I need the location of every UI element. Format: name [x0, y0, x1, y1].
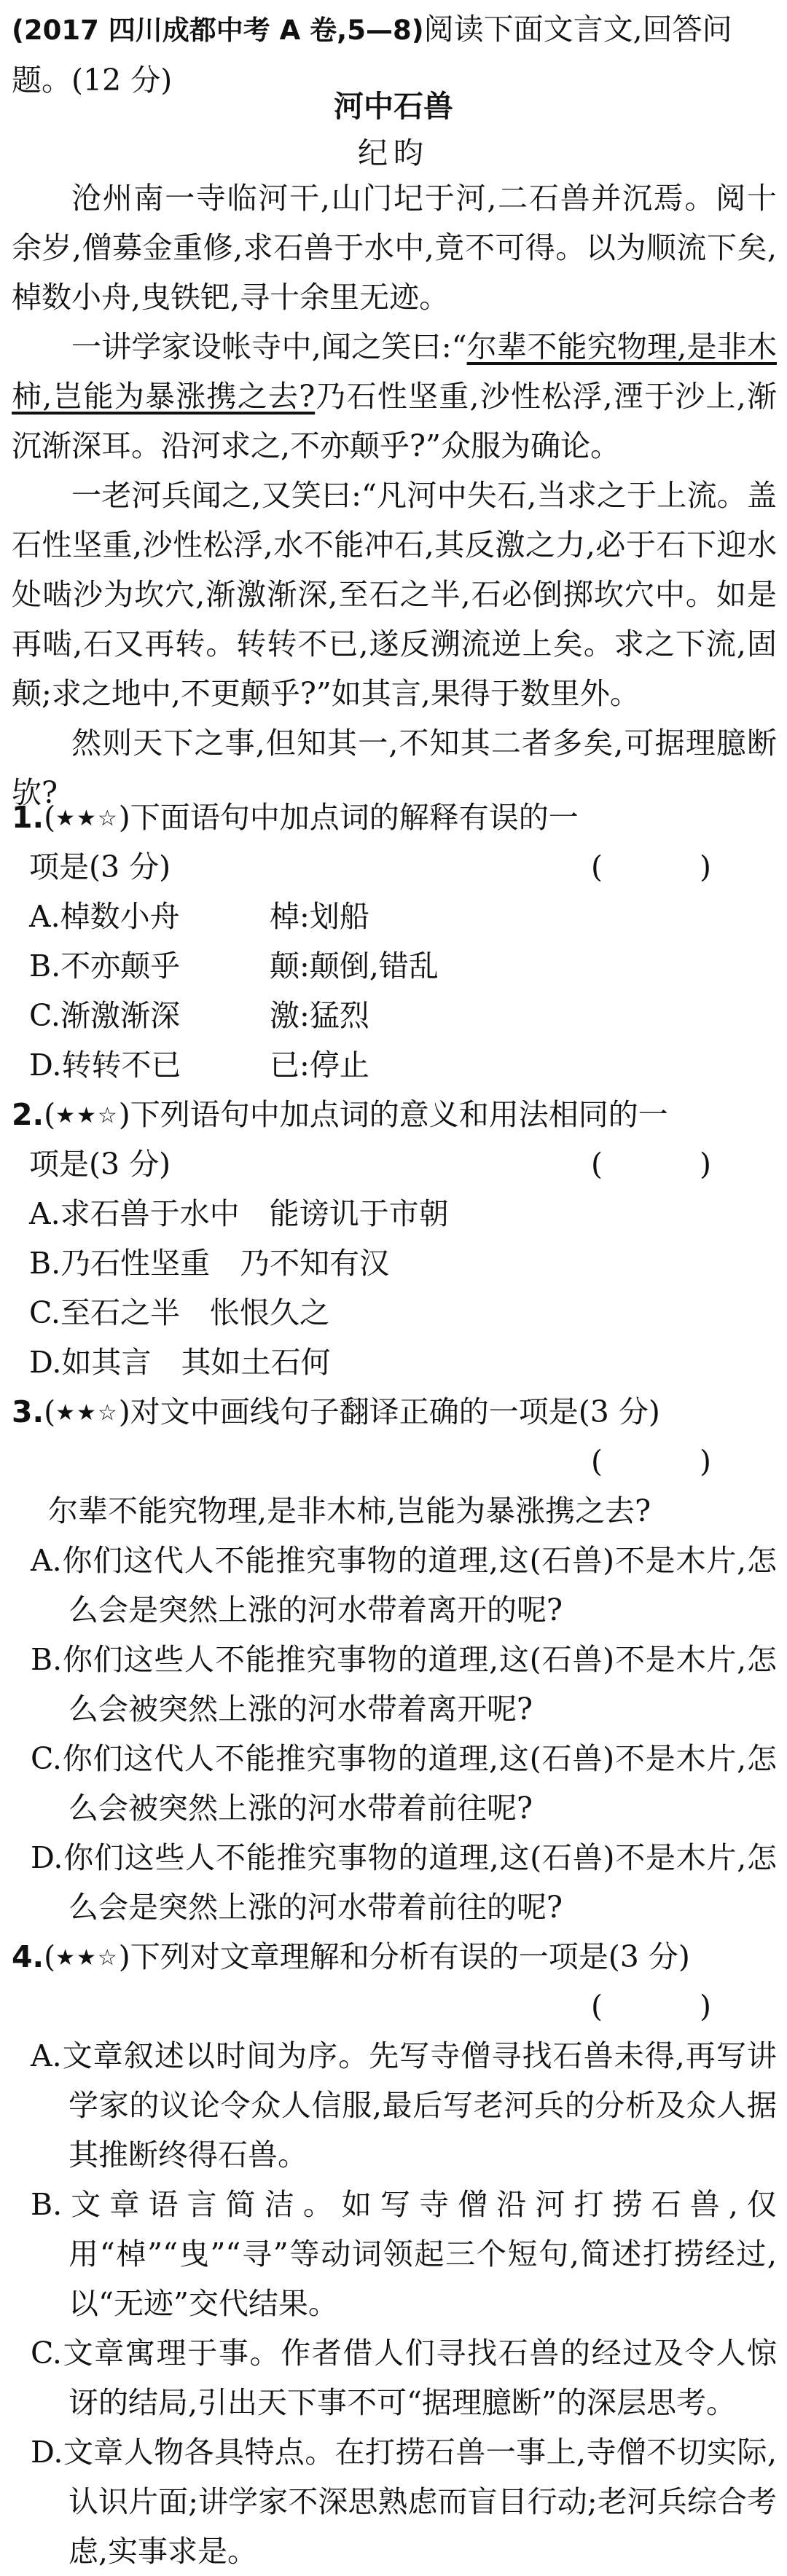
underlined-sentence: 尔辈不能究物理,是非木柿,岂能为暴涨携之去? [12, 329, 777, 414]
q4-option-c[interactable]: C.文章寓理于事。作者借人们寻找石兽的经过及令人惊讶的结局,引出天下事不可“据理臆断”的深层思考。 [31, 2336, 777, 2420]
q3-stem-text: 对文中画线句子翻译正确的一项是(3 分) [130, 1394, 660, 1429]
option-phrase: D.转转不已 [29, 1048, 181, 1083]
p2-pre: 一讲学家设帐寺中,闻之笑曰:“ [71, 329, 467, 364]
q4-stem: 4.(★★☆)下列对文章理解和分析有误的一项是(3 分) [12, 1939, 690, 1974]
q1-number: 1. [12, 800, 44, 835]
q4-number: 4. [12, 1939, 44, 1974]
q4-stem-text: 下列对文章理解和分析有误的一项是(3 分) [130, 1939, 690, 1974]
q2-option-a[interactable]: A.求石兽于水中 能谤讥于市朝 [29, 1196, 449, 1231]
intro-instruction: 阅读下面文言文,回答问题。(12 分) [12, 12, 732, 98]
answer-blank[interactable]: ( ) [590, 849, 755, 884]
q2-stem-text-2: 项是(3 分) [29, 1147, 171, 1182]
q4-answer-row [12, 1982, 777, 2031]
q4-option-d[interactable]: D.文章人物各具特点。在打捞石兽一事上,寺僧不切实际,认识片面;讲学家不深思熟虑而盲目行动;老河兵综合考虑,实事求是。 [31, 2435, 777, 2569]
q3-sentence: 尔辈不能究物理,是非木柿,岂能为暴涨携之去? [48, 1493, 651, 1528]
answer-blank[interactable]: ( ) [590, 1147, 755, 1182]
question-4 [12, 1932, 777, 2576]
q2-option-c[interactable]: C.至石之半 怅恨久之 [29, 1295, 329, 1330]
difficulty-stars: ★★☆ [55, 806, 119, 831]
q1-option-c[interactable] [12, 991, 777, 1040]
q2-option-b[interactable]: B.乃石性坚重 乃不知有汉 [29, 1246, 390, 1281]
q3-option-b[interactable]: B.你们这些人不能推究事物的道理,这(石兽)不是木片,怎么会被突然上涨的河水带着离开呢? [31, 1642, 777, 1727]
difficulty-stars: ★★☆ [55, 1103, 119, 1128]
option-phrase: C.渐激渐深 [29, 998, 180, 1033]
p2-post: 乃石性坚重,沙性松浮,湮于沙上,渐沉渐深耳。沿河求之,不亦颠乎?”众服为确论。 [12, 379, 777, 463]
q2-number: 2. [12, 1097, 44, 1132]
option-phrase: A.棹数小舟 [29, 899, 180, 934]
q3-number: 3. [12, 1394, 44, 1429]
q2-stem-text: 下列语句中加点词的意义和用法相同的一 [130, 1097, 668, 1132]
passage-title: 河中石兽 [334, 89, 453, 124]
q1-option-d[interactable] [12, 1040, 777, 1090]
passage-paragraph-2 [12, 322, 777, 471]
q1-stem-2 [12, 842, 777, 892]
q3-option-a[interactable]: A.你们这代人不能推究事物的道理,这(石兽)不是木片,怎么会是突然上涨的河水带着离开的呢? [31, 1543, 777, 1627]
passage-paragraph-3: 一老河兵闻之,又笑曰:“凡河中失石,当求之于上流。盖石性坚重,沙性松浮,水不能冲石,其反激之力,必于石下迎水处啮沙为坎穴,渐激渐深,至石之半,石必倒掷坎穴中。如是再啮,石又再转。转转不已,遂反溯流逆上矣。求之下流,固颠;求之地中,不更颠乎?”如其言,果得于数里外。 [12, 478, 777, 711]
q4-option-a[interactable]: A.文章叙述以时间为序。先写寺僧寻找石兽未得,再写讲学家的议论令众人信服,最后写老河兵的分析及众人据其推断终得石兽。 [31, 2038, 777, 2172]
q4-option-b[interactable]: B.文章语言简洁。如写寺僧沿河打捞石兽,仅用“棹”“曳”“寻”等动词领起三个短句,简述打捞经过,以“无迹”交代结果。 [31, 2187, 777, 2321]
q1-option-b[interactable] [12, 941, 777, 991]
q2-option-d[interactable]: D.如其言 其如土石何 [29, 1345, 331, 1380]
option-gloss: 棹:划船 [270, 899, 369, 934]
passage [12, 173, 777, 817]
q1-option-a[interactable] [12, 892, 777, 941]
q3-stem: 3.(★★☆)对文中画线句子翻译正确的一项是(3 分) [12, 1394, 660, 1429]
passage-paragraph-4: 然则天下之事,但知其一,不知其二者多矣,可据理臆断欤? [12, 726, 777, 810]
source-tag: (2017 四川成都中考 A 卷,5—8) [12, 15, 424, 46]
q3-option-c[interactable]: C.你们这代人不能推究事物的道理,这(石兽)不是木片,怎么会被突然上涨的河水带着前往呢? [31, 1741, 777, 1826]
difficulty-stars: ★★☆ [55, 1400, 119, 1426]
q3-answer-row [12, 1437, 777, 1486]
question-1 [12, 793, 777, 1090]
option-gloss: 已:停止 [270, 1048, 369, 1083]
passage-paragraph-1: 沧州南一寺临河干,山门圮于河,二石兽并沉焉。阅十余岁,僧募金重修,求石兽于水中,竟不可得。以为顺流下矣,棹数小舟,曳铁钯,寻十余里无迹。 [12, 181, 777, 315]
answer-blank[interactable]: ( ) [590, 1989, 755, 2024]
q1-stem-text-2: 项是(3 分) [29, 849, 171, 884]
question-3 [12, 1387, 777, 1932]
q2-stem: 2.(★★☆)下列语句中加点词的意义和用法相同的一 [12, 1097, 668, 1132]
option-phrase: B.不亦颠乎 [29, 949, 181, 983]
q1-stem-text: 下面语句中加点词的解释有误的一 [130, 800, 579, 835]
q3-option-d[interactable]: D.你们这些人不能推究事物的道理,这(石兽)不是木片,怎么会是突然上涨的河水带着前往的呢? [31, 1840, 777, 1925]
option-gloss: 颠:颠倒,错乱 [270, 949, 439, 983]
q2-stem-2 [12, 1139, 777, 1189]
answer-blank[interactable]: ( ) [590, 1444, 755, 1479]
difficulty-stars: ★★☆ [55, 1945, 119, 1971]
question-2 [12, 1090, 777, 1387]
q1-stem: 1.(★★☆)下面语句中加点词的解释有误的一 [12, 800, 579, 835]
passage-author: 纪昀 [358, 136, 429, 170]
option-gloss: 激:猛烈 [270, 998, 369, 1033]
